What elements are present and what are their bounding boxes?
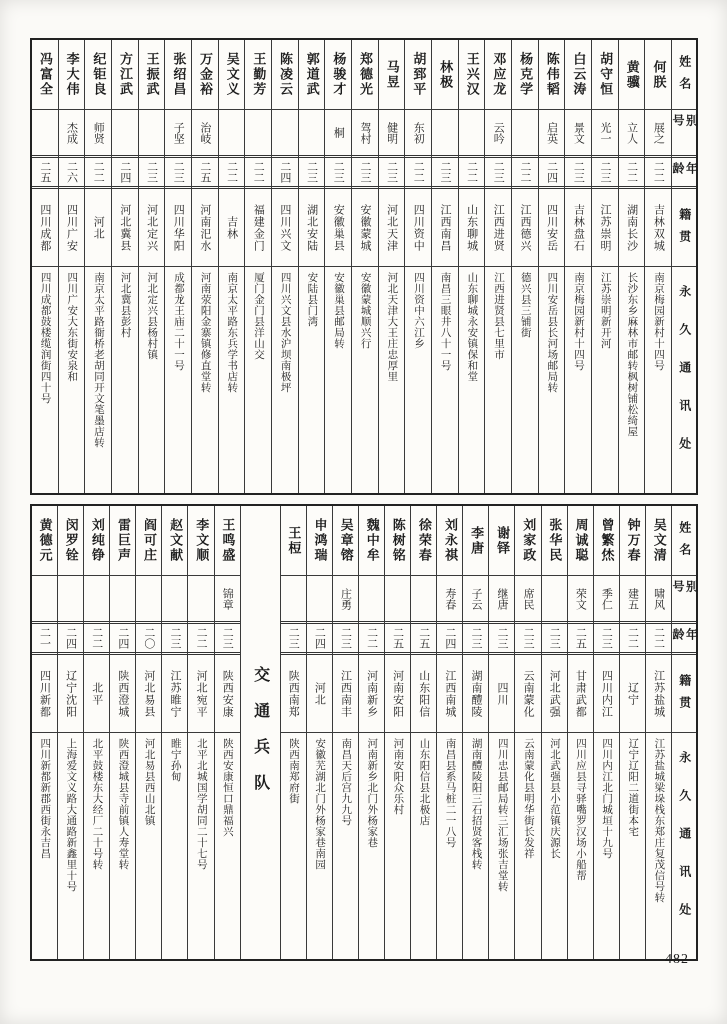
- name-cell: 徐荣春: [411, 506, 436, 576]
- alias-cell: [32, 576, 57, 622]
- origin-cell: 四川新都: [32, 655, 57, 733]
- alias-cell: [385, 576, 410, 622]
- name-cell: 吴章镕: [333, 506, 358, 576]
- person-column: [187, 506, 213, 959]
- field-label-origin: 籍贯: [672, 189, 696, 267]
- person-column: [57, 506, 83, 959]
- age-cell: 二二: [619, 155, 645, 189]
- address-cell: 睢宁孙甸: [169, 738, 181, 782]
- person-column: [619, 506, 645, 959]
- name-cell: 万金裕: [192, 40, 218, 110]
- name-cell: 黄骥: [619, 40, 645, 110]
- alias-cell: 子云: [463, 576, 488, 622]
- age-cell: 二三: [139, 155, 165, 189]
- origin-cell: 江西南城: [437, 655, 462, 733]
- alias-cell: 景文: [565, 110, 591, 156]
- age-cell: 二三: [165, 155, 191, 189]
- address-cell: 江苏盐城梁垛栈东郑庄复茂信号转: [653, 738, 665, 903]
- name-cell: 申鸿瑞: [307, 506, 332, 576]
- alias-cell: [162, 576, 187, 622]
- name-cell: 周诚聪: [568, 506, 593, 576]
- address-cell: 四川应县寻驿嘴罗汉场小船帮: [575, 738, 587, 881]
- name-cell: 王勤芳: [245, 40, 271, 110]
- person-column: [244, 40, 271, 493]
- origin-cell: 河南汜水: [192, 189, 218, 267]
- name-cell: 张华民: [542, 506, 567, 576]
- age-cell: 二三: [542, 621, 567, 655]
- age-cell: 二二: [188, 621, 213, 655]
- address-cell: 上海爱文义路大通路新鑫里十号: [65, 738, 77, 892]
- origin-cell: 陕西南郑: [281, 655, 306, 733]
- address-cell: 四川广安大东街安泉和: [66, 272, 78, 382]
- origin-cell: 湖北安陆: [299, 189, 325, 267]
- alias-cell: 季仁: [594, 576, 619, 622]
- person-column: [164, 40, 191, 493]
- age-cell: 二四: [58, 621, 83, 655]
- address-cell: 南京梅园新村十四号: [573, 272, 585, 371]
- person-column: [138, 40, 165, 493]
- alias-cell: 继唐: [489, 576, 514, 622]
- age-cell: 二二: [84, 621, 109, 655]
- person-column: [541, 506, 567, 959]
- age-cell: 二四: [110, 621, 135, 655]
- address-cell: 南京梅园新村十四号: [653, 272, 665, 371]
- origin-cell: 陕西澄城: [110, 655, 135, 733]
- person-column: [484, 40, 511, 493]
- person-column: [109, 506, 135, 959]
- alias-cell: 光一: [592, 110, 618, 156]
- alias-cell: [245, 110, 271, 156]
- address-cell: 云南蒙化县明华街长发祥: [522, 738, 534, 859]
- age-cell: 二三: [281, 621, 306, 655]
- age-cell: 二五: [411, 621, 436, 655]
- origin-cell: 江西进贤: [485, 189, 511, 267]
- alias-cell: 杰成: [59, 110, 85, 156]
- person-column: [298, 40, 325, 493]
- directory-table-upper: [30, 38, 698, 495]
- person-column: [83, 506, 109, 959]
- person-column: [32, 40, 58, 493]
- origin-cell: 湖南醴陵: [463, 655, 488, 733]
- age-cell: 二二: [405, 155, 431, 189]
- person-column: [384, 506, 410, 959]
- name-cell: 魏中牟: [359, 506, 384, 576]
- address-cell: 南昌县系马桩二一八号: [444, 738, 456, 848]
- alias-cell: 驾村: [352, 110, 378, 156]
- person-column: [135, 506, 161, 959]
- name-cell: 陈凌云: [272, 40, 298, 110]
- age-cell: 二二: [459, 155, 485, 189]
- name-cell: 胡郅平: [405, 40, 431, 110]
- address-cell: 德兴县三铺街: [519, 272, 531, 338]
- address-cell: 河北冀县彭村: [119, 272, 131, 338]
- age-cell: 二三: [565, 155, 591, 189]
- origin-cell: 辽宁沈阳: [58, 655, 83, 733]
- name-cell: 雷巨声: [110, 506, 135, 576]
- age-cell: 二三: [594, 621, 619, 655]
- address-cell: 河北武强县小范镇庆源长: [548, 738, 560, 859]
- person-column: [191, 40, 218, 493]
- name-cell: 冯富全: [32, 40, 58, 110]
- name-cell: 赵文献: [162, 506, 187, 576]
- alias-cell: 席民: [515, 576, 540, 622]
- alias-cell: 子坚: [165, 110, 191, 156]
- field-label-alias: 别号: [672, 576, 696, 622]
- origin-cell: 辽宁: [620, 655, 645, 733]
- directory-table-lower: [30, 504, 698, 961]
- alias-cell: [281, 576, 306, 622]
- origin-cell: 河北武强: [542, 655, 567, 733]
- name-cell: 何朕: [645, 40, 671, 110]
- name-cell: 吴文义: [219, 40, 245, 110]
- alias-cell: [359, 576, 384, 622]
- name-cell: 杨克学: [512, 40, 538, 110]
- age-cell: 二三: [463, 621, 488, 655]
- name-cell: 邓应龙: [485, 40, 511, 110]
- address-cell: 北平鼓楼东大经厂二十号转: [91, 738, 103, 870]
- alias-cell: [542, 576, 567, 622]
- person-column: [618, 40, 645, 493]
- alias-cell: 庄勇: [333, 576, 358, 622]
- address-cell: 河南新乡北门外杨家巷: [366, 738, 378, 848]
- origin-cell: 四川广安: [59, 189, 85, 267]
- person-column: [404, 40, 431, 493]
- age-cell: 二六: [59, 155, 85, 189]
- person-column: [111, 40, 138, 493]
- person-column: [218, 40, 245, 493]
- person-column: [271, 40, 298, 493]
- field-label-column: [671, 506, 699, 959]
- alias-cell: 啸风: [646, 576, 671, 622]
- age-cell: 二三: [333, 621, 358, 655]
- name-cell: 白云涛: [565, 40, 591, 110]
- name-cell: 王振武: [139, 40, 165, 110]
- person-column: [488, 506, 514, 959]
- age-cell: 二五: [568, 621, 593, 655]
- alias-cell: 锦章: [215, 576, 240, 622]
- person-column: [564, 40, 591, 493]
- origin-cell: 湖南长沙: [619, 189, 645, 267]
- section-header-column: 交通兵队: [240, 506, 280, 959]
- person-column: [32, 506, 57, 959]
- alias-cell: [307, 576, 332, 622]
- age-cell: 二二: [646, 621, 671, 655]
- age-cell: 二二: [219, 155, 245, 189]
- name-cell: 李文顺: [188, 506, 213, 576]
- origin-cell: 江苏盐城: [646, 655, 671, 733]
- page-content: [30, 38, 698, 961]
- address-cell: 河南安阳众乐村: [392, 738, 404, 815]
- origin-cell: 河北定兴: [139, 189, 165, 267]
- address-cell: 江苏崇明新开河: [599, 272, 611, 349]
- page-number: 482: [665, 952, 689, 967]
- age-cell: 二五: [385, 621, 410, 655]
- address-cell: 安徽巢县邮局转: [332, 272, 344, 349]
- origin-cell: 吉林盘石: [565, 189, 591, 267]
- alias-cell: 桐: [325, 110, 351, 156]
- person-column: [378, 40, 405, 493]
- address-cell: 四川内江北门城垣十九号: [601, 738, 613, 859]
- alias-cell: 寿春: [437, 576, 462, 622]
- origin-cell: 河北冀县: [112, 189, 138, 267]
- person-column: [458, 40, 485, 493]
- field-label-origin: 籍贯: [672, 655, 696, 733]
- field-label-alias: 别号: [672, 110, 696, 156]
- name-cell: 李大伟: [59, 40, 85, 110]
- origin-cell: 四川华阳: [165, 189, 191, 267]
- age-cell: 二四: [539, 155, 565, 189]
- origin-cell: 河南安阳: [385, 655, 410, 733]
- origin-cell: 江西德兴: [512, 189, 538, 267]
- name-cell: 纪钜良: [85, 40, 111, 110]
- person-column: [514, 506, 540, 959]
- address-cell: 四川忠县邮局转三汇场张吉堂转: [496, 738, 508, 892]
- age-cell: 二三: [325, 155, 351, 189]
- age-cell: 二三: [352, 155, 378, 189]
- alias-cell: 立人: [619, 110, 645, 156]
- age-cell: 二四: [272, 155, 298, 189]
- alias-cell: [188, 576, 213, 622]
- name-cell: 曾繁烋: [594, 506, 619, 576]
- age-cell: 二四: [437, 621, 462, 655]
- age-cell: 二三: [299, 155, 325, 189]
- field-label-name: 姓名: [672, 506, 696, 576]
- age-cell: 二五: [32, 155, 58, 189]
- origin-cell: 安徽蒙城: [352, 189, 378, 267]
- alias-cell: 健明: [379, 110, 405, 156]
- person-column: [431, 40, 458, 493]
- alias-cell: 东初: [405, 110, 431, 156]
- name-cell: 郭道武: [299, 40, 325, 110]
- name-cell: 陈伟韬: [539, 40, 565, 110]
- name-cell: 陈树铭: [385, 506, 410, 576]
- origin-cell: 江苏睢宁: [162, 655, 187, 733]
- name-cell: 马昱: [379, 40, 405, 110]
- origin-cell: 四川内江: [594, 655, 619, 733]
- origin-cell: 云南蒙化: [515, 655, 540, 733]
- person-column: [280, 506, 306, 959]
- person-column: [410, 506, 436, 959]
- age-cell: 二一: [32, 621, 57, 655]
- address-cell: 安陆县门湾: [306, 272, 318, 327]
- address-cell: 厦门金门县洋山交: [252, 272, 264, 360]
- name-cell: 张绍昌: [165, 40, 191, 110]
- address-cell: 北平北城国学胡同二十七号: [195, 738, 207, 870]
- alias-cell: [136, 576, 161, 622]
- age-cell: 二二: [245, 155, 271, 189]
- name-cell: 阎可庄: [136, 506, 161, 576]
- field-label-address: 永久通讯处: [677, 285, 692, 475]
- alias-cell: 启英: [539, 110, 565, 156]
- name-cell: 林极: [432, 40, 458, 110]
- origin-cell: 山东阳信: [411, 655, 436, 733]
- address-cell: 陕西安康恒口鼎福兴: [221, 738, 233, 837]
- address-cell: 江西进贤县七里市: [493, 272, 505, 360]
- age-cell: 二四: [112, 155, 138, 189]
- address-cell: 河南荥阳金寨镇修直堂转: [199, 272, 211, 393]
- address-cell: 南京太平路东兵学书店转: [226, 272, 238, 393]
- name-cell: 王梪: [281, 506, 306, 576]
- person-column: [351, 40, 378, 493]
- address-cell: 南昌天后宫九九号: [340, 738, 352, 826]
- age-cell: 二三: [215, 621, 240, 655]
- age-cell: 二二: [645, 155, 671, 189]
- origin-cell: 河北天津: [379, 189, 405, 267]
- origin-cell: 河北易县: [136, 655, 161, 733]
- alias-cell: [139, 110, 165, 156]
- origin-cell: 吉林双城: [645, 189, 671, 267]
- age-cell: 二二: [85, 155, 111, 189]
- name-cell: 杨骏才: [325, 40, 351, 110]
- age-cell: 二五: [192, 155, 218, 189]
- person-column: [645, 506, 671, 959]
- name-cell: 郑德光: [352, 40, 378, 110]
- alias-cell: 云吟: [485, 110, 511, 156]
- person-column: [306, 506, 332, 959]
- name-cell: 方江武: [112, 40, 138, 110]
- address-cell: 河北天津大王庄忠厚里: [386, 272, 398, 382]
- age-cell: 二三: [162, 621, 187, 655]
- person-column: [324, 40, 351, 493]
- address-cell: 南京太平路衙桥老胡同开文笔墨店转: [92, 272, 104, 448]
- origin-cell: 四川成都: [32, 189, 58, 267]
- name-cell: 吴文清: [646, 506, 671, 576]
- age-cell: 二三: [592, 155, 618, 189]
- origin-cell: 江西南丰: [333, 655, 358, 733]
- alias-cell: 治岐: [192, 110, 218, 156]
- origin-cell: 四川安岳: [539, 189, 565, 267]
- origin-cell: 山东聊城: [459, 189, 485, 267]
- name-cell: 王鸣盛: [215, 506, 240, 576]
- address-cell: 四川资中六江乡: [413, 272, 424, 349]
- address-cell: 安徽芜湖北门外杨家巷南园: [314, 738, 326, 870]
- field-label-name: 姓名: [672, 40, 696, 110]
- age-cell: 二三: [485, 155, 511, 189]
- address-cell: 长沙东乡麻林市邮转枫树铺松绮屋: [626, 272, 638, 437]
- person-column: [332, 506, 358, 959]
- age-cell: 二三: [432, 155, 458, 189]
- alias-cell: [272, 110, 298, 156]
- address-cell: 陕西澄城县寺前镇人寿堂转: [117, 738, 129, 870]
- origin-cell: 四川: [489, 655, 514, 733]
- origin-cell: 甘肃武都: [568, 655, 593, 733]
- origin-cell: 河北: [307, 655, 332, 733]
- address-cell: 南昌三眼井八十一号: [439, 272, 451, 371]
- name-cell: 钟万春: [620, 506, 645, 576]
- name-cell: 刘纯铮: [84, 506, 109, 576]
- age-cell: 二二: [620, 621, 645, 655]
- age-cell: 二三: [379, 155, 405, 189]
- address-cell: 四川兴文县水沪坝南极坪: [279, 272, 291, 393]
- address-cell: 辽宁辽阳二道街本宅: [627, 738, 639, 837]
- person-column: [644, 40, 671, 493]
- age-cell: 二〇: [136, 621, 161, 655]
- address-cell: 湖南醴陵阳三石招贤客栈转: [470, 738, 482, 870]
- person-column: [214, 506, 240, 959]
- person-column: [436, 506, 462, 959]
- person-column: [567, 506, 593, 959]
- alias-cell: [459, 110, 485, 156]
- origin-cell: 江西南昌: [432, 189, 458, 267]
- alias-cell: 展之: [645, 110, 671, 156]
- address-cell: 成都龙王庙二十一号: [172, 272, 184, 371]
- name-cell: 闵罗铨: [58, 506, 83, 576]
- address-cell: 安徽蒙城顺兴行: [359, 272, 371, 349]
- alias-cell: [84, 576, 109, 622]
- address-cell: 四川成都鼓楼缆润街四十号: [39, 272, 51, 404]
- person-column: [511, 40, 538, 493]
- alias-cell: 建五: [620, 576, 645, 622]
- address-cell: 四川安岳县长河场邮局转: [546, 272, 558, 393]
- name-cell: 刘家政: [515, 506, 540, 576]
- address-cell: 陕西南郑府街: [288, 738, 300, 804]
- name-cell: 李唐: [463, 506, 488, 576]
- person-column: [84, 40, 111, 493]
- name-cell: 谢铎: [489, 506, 514, 576]
- address-cell: 山东聊城永安镇保和堂: [466, 272, 478, 382]
- age-cell: 二三: [489, 621, 514, 655]
- origin-cell: 河北: [85, 189, 111, 267]
- address-cell: 山东阳信县北极店: [418, 738, 430, 826]
- person-column: [462, 506, 488, 959]
- alias-cell: [219, 110, 245, 156]
- person-column: [58, 40, 85, 493]
- address-cell: 河北易县西山北镇: [143, 738, 155, 826]
- name-cell: 黄德元: [32, 506, 57, 576]
- origin-cell: 江苏崇明: [592, 189, 618, 267]
- alias-cell: [112, 110, 138, 156]
- address-cell: 四川新都新郡西街永吉昌: [39, 738, 51, 859]
- person-column: [593, 506, 619, 959]
- origin-cell: 四川资中: [405, 189, 431, 267]
- address-cell: 河北定兴县杨村镇: [146, 272, 158, 360]
- name-cell: 王兴汉: [459, 40, 485, 110]
- origin-cell: 陕西安康: [215, 655, 240, 733]
- alias-cell: [58, 576, 83, 622]
- age-cell: 二三: [515, 621, 540, 655]
- alias-cell: [299, 110, 325, 156]
- alias-cell: [110, 576, 135, 622]
- origin-cell: 河南新乡: [359, 655, 384, 733]
- origin-cell: 安徽巢县: [325, 189, 351, 267]
- person-column: [358, 506, 384, 959]
- origin-cell: 福建金门: [245, 189, 271, 267]
- alias-cell: [512, 110, 538, 156]
- alias-cell: [432, 110, 458, 156]
- field-label-age: 年龄: [672, 155, 696, 189]
- name-cell: 刘永祺: [437, 506, 462, 576]
- alias-cell: [32, 110, 58, 156]
- person-column: [161, 506, 187, 959]
- origin-cell: 河北宛平: [188, 655, 213, 733]
- alias-cell: 荣文: [568, 576, 593, 622]
- age-cell: 二二: [512, 155, 538, 189]
- origin-cell: 四川兴文: [272, 189, 298, 267]
- alias-cell: 师贤: [85, 110, 111, 156]
- origin-cell: 北平: [84, 655, 109, 733]
- origin-cell: 吉林: [219, 189, 245, 267]
- age-cell: 二四: [307, 621, 332, 655]
- person-column: [538, 40, 565, 493]
- name-cell: 胡守恒: [592, 40, 618, 110]
- age-cell: 二二: [359, 621, 384, 655]
- field-label-age: 年龄: [672, 621, 696, 655]
- person-column: [591, 40, 618, 493]
- alias-cell: [411, 576, 436, 622]
- field-label-column: [671, 40, 699, 493]
- field-label-address: 永久通讯处: [677, 751, 692, 941]
